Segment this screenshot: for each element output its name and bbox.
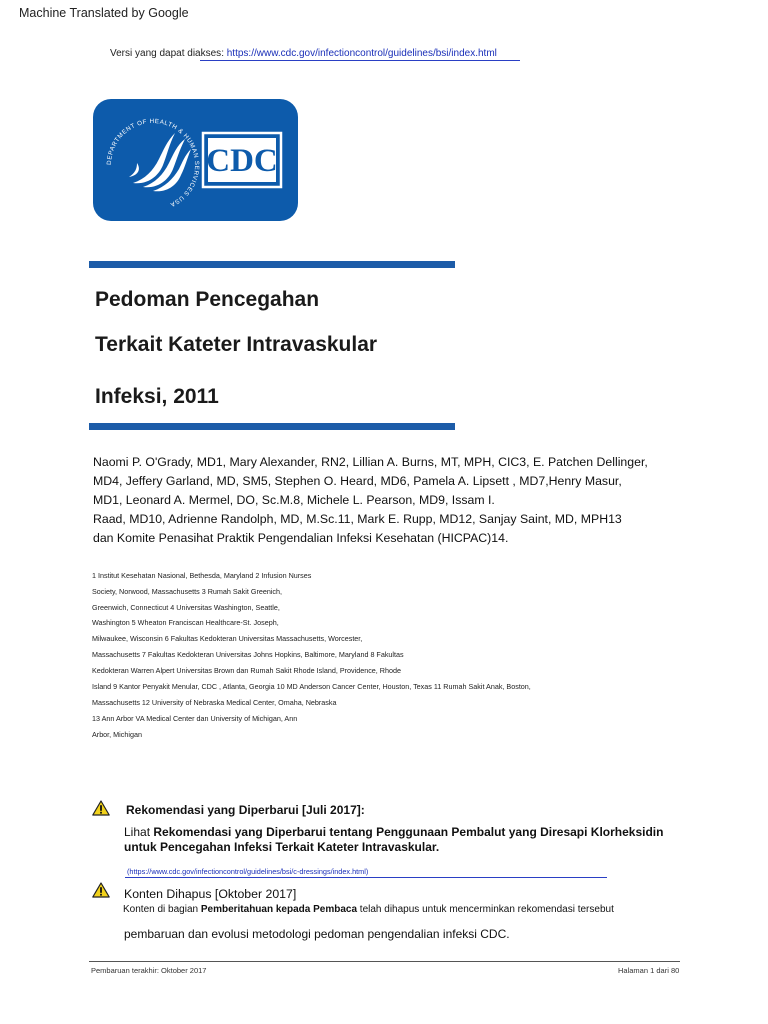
updated-recommendations-heading: Rekomendasi yang Diperbarui [Juli 2017]: (126, 803, 365, 817)
affiliation-line: Kedokteran Warren Alpert Universitas Brown dan Rumah Sakit Rhode Island, Providence, Rhode (92, 666, 401, 675)
affiliation-line: Washington 5 Wheaton Franciscan Healthcare-St. Joseph, (92, 618, 279, 627)
authors-line: dan Komite Penasihat Praktik Pengendalian Infeksi Kesehatan (HICPAC)14. (93, 531, 509, 545)
footer-rule (89, 961, 680, 962)
machine-translated-banner: Machine Translated by Google (19, 6, 189, 20)
hhs-cdc-logo (93, 99, 298, 221)
title-line-1: Pedoman Pencegahan (95, 288, 320, 311)
version-separator: : (221, 48, 227, 59)
version-link[interactable]: https://www.cdc.gov/infectioncontrol/guidelines/bsi/index.html (226, 48, 497, 59)
affiliation-line: Island 9 Kantor Penyakit Menular, CDC , Atlanta, Georgia 10 MD Anderson Cancer Center, Houston, Texas 11 Rumah Sakit Anak, Boston, (92, 682, 531, 691)
chg-dressings-underline (125, 877, 607, 878)
hhs-eagle-icon (93, 99, 298, 221)
footer-last-updated: Pembaruan terakhir: Oktober 2017 (91, 966, 207, 975)
removed-content-continuation: pembaruan dan evolusi metodologi pedoman pengendalian infeksi CDC. (124, 927, 510, 941)
affiliation-line: Massachusetts 12 University of Nebraska Medical Center, Omaha, Nebraska (92, 698, 337, 707)
updated-link-title-2[interactable]: untuk Pencegahan Infeksi Terkait Kateter Intravaskular. (124, 840, 440, 854)
svg-text:DEPARTMENT OF HEALTH & HUMAN S (106, 118, 200, 208)
cdc-logo-text: CDC (206, 143, 278, 179)
removed-content-heading: Konten Dihapus [Oktober 2017] (124, 887, 297, 901)
title-line-2: Terkait Kateter Intravaskular (95, 333, 378, 356)
footer-page-number: Halaman 1 dari 80 (618, 966, 680, 975)
affiliation-line: Greenwich, Connecticut 4 Universitas Washington, Seattle, (92, 603, 280, 612)
title-bottom-rule (89, 423, 455, 430)
updated-prefix: Lihat (124, 825, 154, 839)
title-line-3: Infeksi, 2011 (95, 385, 219, 408)
affiliation-line: 1 Institut Kesehatan Nasional, Bethesda, Maryland 2 Infusion Nurses (92, 571, 312, 580)
affiliation-line: 13 Ann Arbor VA Medical Center dan University of Michigan, Ann (92, 714, 298, 723)
chg-dressings-link[interactable]: (https://www.cdc.gov/infectioncontrol/guidelines/bsi/c-dressings/index.html) (127, 867, 369, 876)
warning-icon (92, 800, 110, 816)
warning-icon (92, 882, 110, 898)
affiliation-line: Arbor, Michigan (92, 730, 142, 739)
accessible-version-line (110, 48, 497, 59)
authors-line: MD1, Leonard A. Mermel, DO, Sc.M.8, Michele L. Pearson, MD9, Issam I. (93, 493, 495, 507)
affiliation-line: Society, Norwood, Massachusetts 3 Rumah Sakit Greenich, (92, 587, 283, 596)
updated-recommendations-body-2 (124, 839, 439, 855)
authors-block (93, 453, 693, 548)
version-link-underline (200, 60, 520, 61)
authors-line: Naomi P. O'Grady, MD1, Mary Alexander, RN2, Lillian A. Burns, MT, MPH, CIC3, E. Patchen Dellinger, (93, 455, 648, 469)
title-top-rule (89, 261, 455, 268)
removed-section-name: Pemberitahuan kepada Pembaca (200, 904, 358, 915)
affiliation-line: Milwaukee, Wisconsin 6 Fakultas Kedokteran Universitas Massachusetts, Worcester, (92, 634, 363, 643)
removed-content-body (123, 904, 614, 915)
updated-recommendations-body (124, 824, 663, 840)
updated-link-title-1[interactable]: Rekomendasi yang Diperbarui tentang Penggunaan Pembalut yang Diresapi Klorheksidin (153, 825, 664, 839)
authors-line: MD4, Jeffery Garland, MD, SM5, Stephen O. Heard, MD6, Pamela A. Lipsett , MD7,Henry Masur, (93, 474, 622, 488)
removed-suffix: telah dihapus untuk mencerminkan rekomendasi tersebut (357, 904, 614, 915)
authors-line: Raad, MD10, Adrienne Randolph, MD, M.Sc.11, Mark E. Rupp, MD12, Sanjay Saint, MD, MPH13 (93, 512, 622, 526)
affiliation-line: Massachusetts 7 Fakultas Kedokteran Universitas Johns Hopkins, Baltimore, Maryland 8 Fakultas (92, 650, 404, 659)
version-label: Versi yang dapat diakses (110, 48, 222, 59)
hhs-ring-text: DEPARTMENT OF HEALTH & HUMAN SERVICES USA (105, 117, 201, 209)
removed-prefix: Konten di bagian (123, 904, 201, 915)
